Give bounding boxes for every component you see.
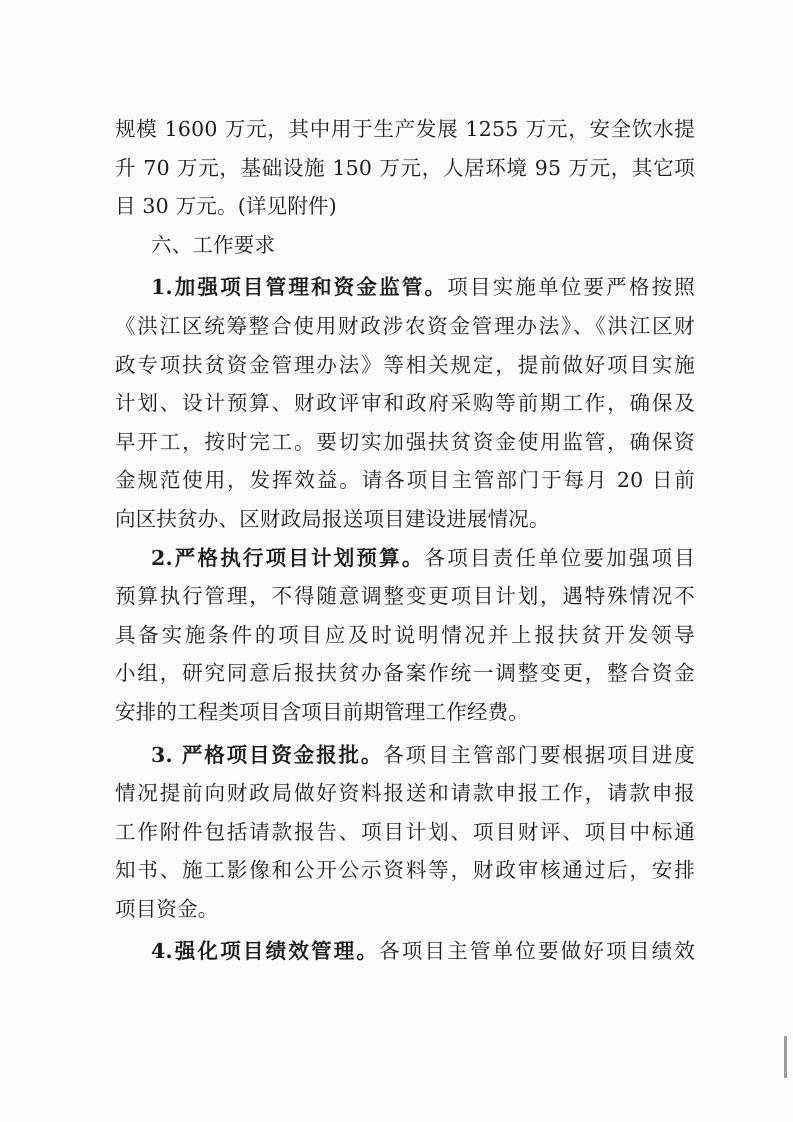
text-line: 规模 1600 万元，其中用于生产发展 1255 万元，安全饮水提 — [115, 117, 695, 141]
text-line: 工作附件包括请款报告、项目计划、项目财评、项目中标通 — [115, 819, 695, 844]
text-line: 目 30 万元。(详见附件) — [115, 194, 337, 219]
text-line: 《洪江区统筹整合使用财政涉农资金管理办法》、《洪江区财 — [115, 313, 695, 338]
item-first-line — [115, 539, 695, 578]
text-line: 政专项扶贫资金管理办法》等相关规定，提前做好项目实施 — [115, 352, 695, 377]
item-text: 各项目主管部门要根据项目进度 — [383, 742, 695, 767]
document-body — [115, 110, 695, 971]
text-line: 升 70 万元，基础设施 150 万元，人居环境 95 万元，其它项 — [115, 155, 695, 180]
item-title: 3. 严格项目资金报批。 — [151, 742, 384, 767]
text-line: 安排的工程类项目含项目前期管理工作经费。 — [115, 699, 529, 724]
item-text: 各项目主管单位要做好项目绩效 — [379, 939, 695, 964]
item-title: 2.严格执行项目计划预算。 — [151, 545, 425, 570]
text-line: 早开工，按时完工。要切实加强扶贫资金使用监管，确保资 — [115, 429, 695, 454]
text-line: 金规范使用，发挥效益。请各项目主管部门于每月 20 日前 — [115, 468, 695, 493]
requirement-item-2 — [115, 539, 695, 732]
text-line: 知书、施工影像和公开公示资料等，财政审核通过后，安排 — [115, 858, 695, 883]
section-heading: 六、工作要求 — [151, 232, 276, 257]
item-text: 各项目责任单位要加强项目 — [424, 545, 695, 570]
text-line: 情况提前向财政局做好资料报送和请款申报工作，请款申报 — [115, 781, 695, 806]
requirement-item-1 — [115, 268, 695, 538]
item-title: 4.强化项目绩效管理。 — [151, 939, 380, 964]
text-line: 具备实施条件的项目应及时说明情况并上报扶贫开发领导 — [115, 622, 695, 647]
text-line: 项目资金。 — [115, 896, 219, 921]
requirement-item-4 — [115, 932, 695, 971]
item-text: 项目实施单位要严格按照 — [447, 275, 696, 300]
requirement-item-3 — [115, 736, 695, 929]
text-line: 计划、设计预算、财政评审和政府采购等前期工作，确保及 — [115, 391, 695, 416]
item-first-line — [115, 268, 695, 307]
item-title: 1.加强项目管理和资金监管。 — [151, 275, 448, 300]
text-line: 小组，研究同意后报扶贫办备案作统一调整变更，整合资金 — [115, 661, 695, 686]
text-line: 预算执行管理，不得随意调整变更项目计划，遇特殊情况不 — [115, 584, 695, 609]
funding-paragraph — [115, 110, 695, 226]
item-first-line — [115, 932, 695, 971]
text-line: 向区扶贫办、区财政局报送项目建设进展情况。 — [115, 506, 550, 531]
item-first-line — [115, 736, 695, 775]
scan-edge-mark — [784, 1036, 787, 1078]
